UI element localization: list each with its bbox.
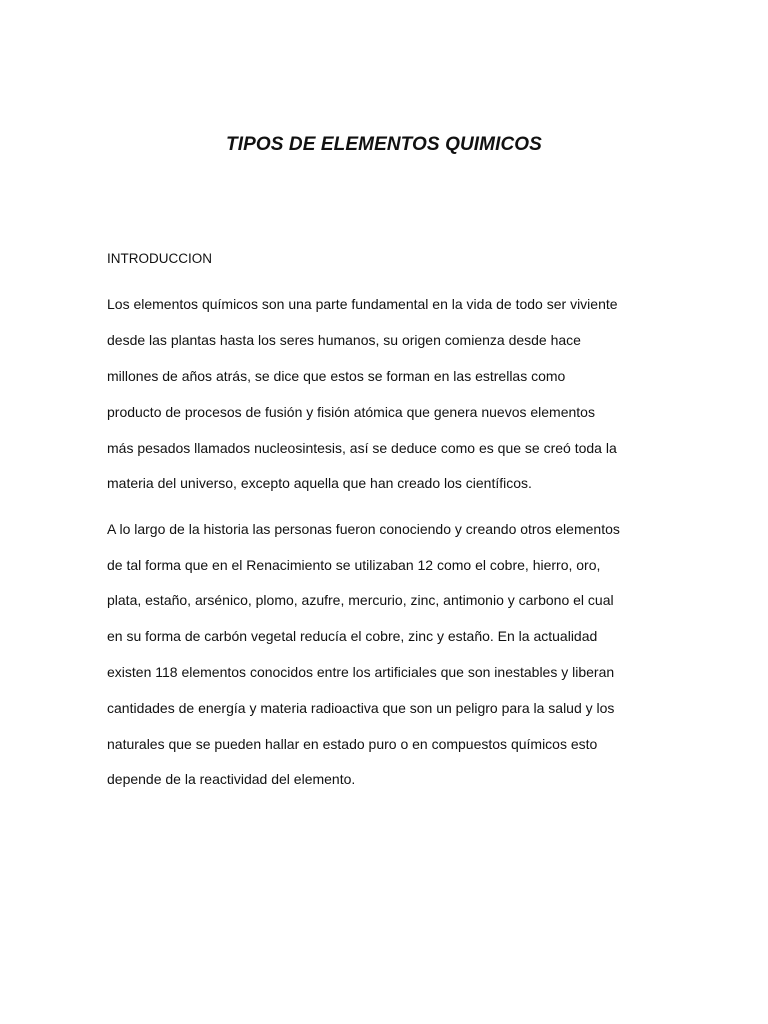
paragraph-line: Los elementos químicos son una parte fundamental en la vida de todo ser viviente bbox=[107, 296, 618, 312]
document-title: TIPOS DE ELEMENTOS QUIMICOS bbox=[226, 134, 542, 155]
paragraph-line: de tal forma que en el Renacimiento se utilizaban 12 como el cobre, hierro, oro, bbox=[107, 557, 601, 573]
paragraph-line: materia del universo, excepto aquella que han creado los científicos. bbox=[107, 475, 532, 491]
paragraph-line: millones de años atrás, se dice que estos se forman en las estrellas como bbox=[107, 368, 566, 384]
paragraph-line: producto de procesos de fusión y fisión atómica que genera nuevos elementos bbox=[107, 404, 595, 420]
paragraph-line: en su forma de carbón vegetal reducía el cobre, zinc y estaño. En la actualidad bbox=[107, 628, 598, 644]
paragraph-line: depende de la reactividad del elemento. bbox=[107, 771, 356, 787]
paragraph-line: existen 118 elementos conocidos entre los artificiales que son inestables y liberan bbox=[107, 664, 615, 680]
paragraph-line: desde las plantas hasta los seres humanos, su origen comienza desde hace bbox=[107, 332, 581, 348]
paragraph-line: plata, estaño, arsénico, plomo, azufre, mercurio, zinc, antimonio y carbono el cual bbox=[107, 592, 614, 608]
paragraph-line: más pesados llamados nucleosintesis, así se deduce como es que se creó toda la bbox=[107, 440, 617, 456]
paragraph-line: A lo largo de la historia las personas fueron conociendo y creando otros elementos bbox=[107, 521, 620, 537]
section-heading: INTRODUCCION bbox=[107, 251, 212, 266]
paragraph-line: naturales que se pueden hallar en estado puro o en compuestos químicos esto bbox=[107, 736, 598, 752]
paragraph-line: cantidades de energía y materia radioactiva que son un peligro para la salud y los bbox=[107, 700, 615, 716]
